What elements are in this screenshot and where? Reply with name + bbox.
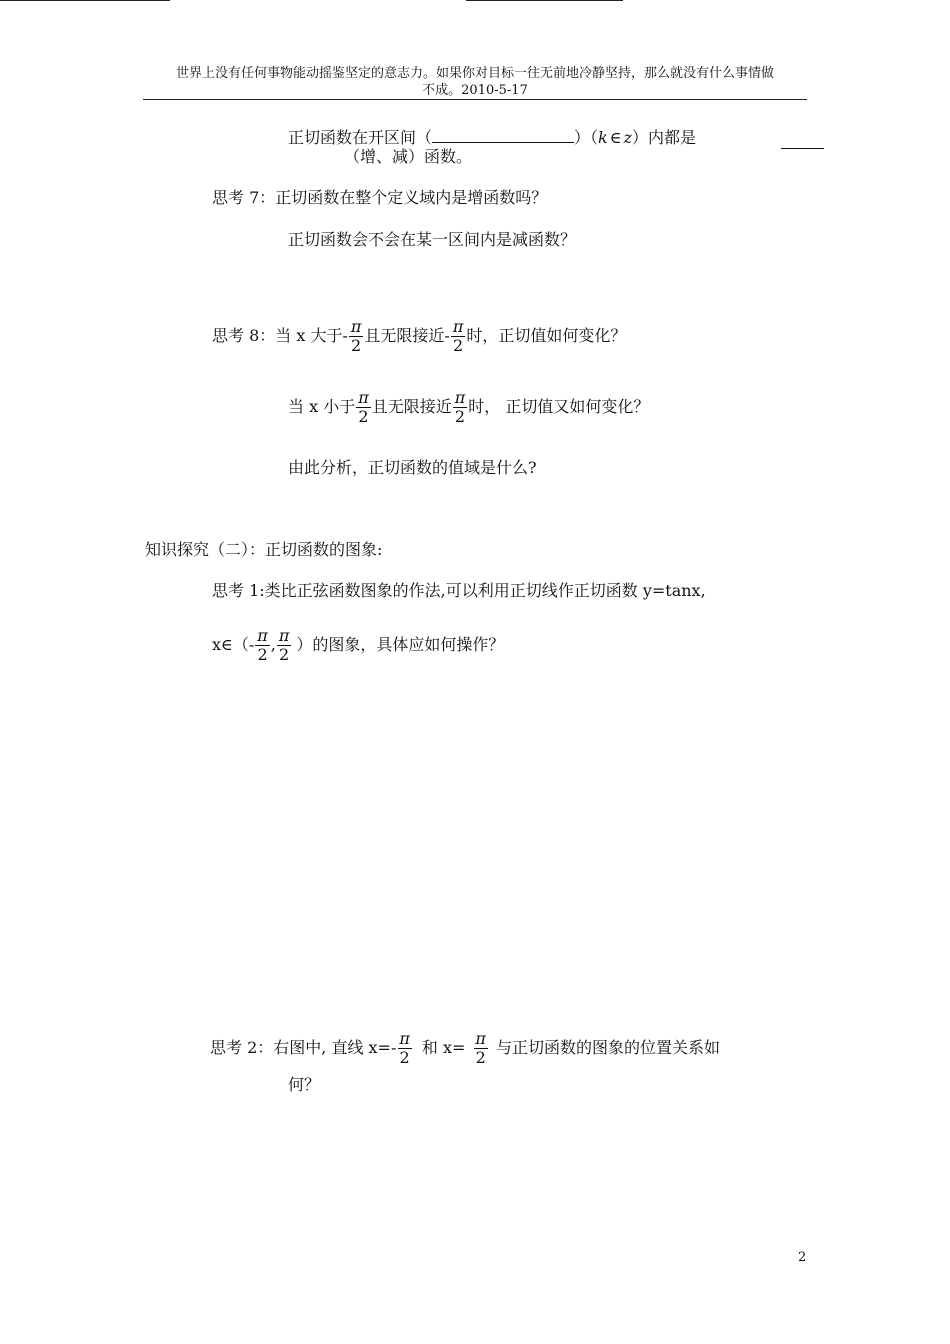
p1-k: k — [598, 128, 608, 147]
think2-c: 与正切函数的图象的位置关系如 — [495, 1038, 720, 1057]
header-rule — [143, 99, 807, 100]
think1-sep: , — [270, 635, 276, 654]
answer-blank-interval — [432, 126, 574, 143]
think1-suffix: ）的图象，具体应如何操作？ — [296, 635, 505, 654]
think8-question-3: 由此分析，正切函数的值域是什么? — [288, 458, 537, 477]
fraction-pi-over-2: $\frac{\pi}{2}$ — [475, 1029, 486, 1067]
fraction-pi-over-2: $\frac{\pi}{2}$ — [454, 388, 466, 426]
think8-a3: 时，正切值如何变化？ — [466, 326, 627, 345]
p1-z: z — [623, 128, 633, 147]
fraction-pi-over-2: $\frac{\pi}{2}$ — [350, 317, 362, 355]
think8-b3: 时， 正切值又如何变化？ — [468, 397, 650, 416]
fraction-pi-over-2: $\frac{\pi}{2}$ — [399, 1029, 410, 1067]
p1-text-b: ）（ — [574, 128, 599, 147]
top-edge-rule-left — [0, 0, 170, 1]
header-line-1: 世界上没有任何事物能动摇鉴坚定的意志力。如果你对目标一往无前地冷静坚持，那么就没有什么事情做 — [175, 66, 774, 81]
think8-a1: 思考 8：当 x 大于- — [212, 326, 348, 345]
section2-think1-line2 — [212, 627, 504, 664]
think8-b1: 当 x 小于 — [288, 397, 356, 416]
think8-a2: 且无限接近- — [364, 326, 450, 345]
top-edge-rule-mid — [466, 0, 623, 1]
fraction-pi-over-2: $\frac{\pi}{2}$ — [358, 388, 369, 426]
think8-b2: 且无限接近 — [371, 397, 452, 416]
answer-blank-monotonic — [781, 148, 824, 149]
fraction-pi-over-2: $\frac{\pi}{2}$ — [278, 626, 290, 664]
p1-text-d: （增、减）函数。 — [344, 147, 473, 166]
section2-title: 知识探究（二）：正切函数的图象: — [145, 540, 383, 559]
think7-question-1: 思考 7：正切函数在整个定义域内是增函数吗？ — [212, 188, 548, 207]
page-number: 2 — [798, 1250, 807, 1265]
think2-a: 思考 2：右图中, 直线 x=- — [210, 1038, 397, 1057]
p1-text-a: 正切函数在开区间（ — [288, 128, 433, 147]
header-line-2: 不成。2010-5-17 — [422, 83, 528, 98]
think2-question — [210, 1030, 720, 1067]
think8-question-1 — [212, 318, 626, 355]
think8-question-2 — [288, 389, 649, 426]
think2-d: 何？ — [288, 1075, 321, 1094]
fraction-pi-over-2: $\frac{\pi}{2}$ — [452, 317, 464, 355]
p1-text-c: ）内都是 — [632, 128, 697, 147]
fraction-pi-over-2: $\frac{\pi}{2}$ — [257, 626, 268, 664]
think2-b: 和 x= — [421, 1038, 466, 1057]
p1-in: ∈ — [609, 128, 622, 147]
think1-domain-prefix: x∈（- — [212, 635, 255, 654]
tangent-increasing-statement — [288, 126, 696, 148]
think7-question-2: 正切函数会不会在某一区间内是减函数？ — [288, 230, 577, 249]
section2-think1-line1: 思考 1:类比正弦函数图象的作法,可以利用正切线作正切函数 y=tanx, — [212, 581, 706, 600]
